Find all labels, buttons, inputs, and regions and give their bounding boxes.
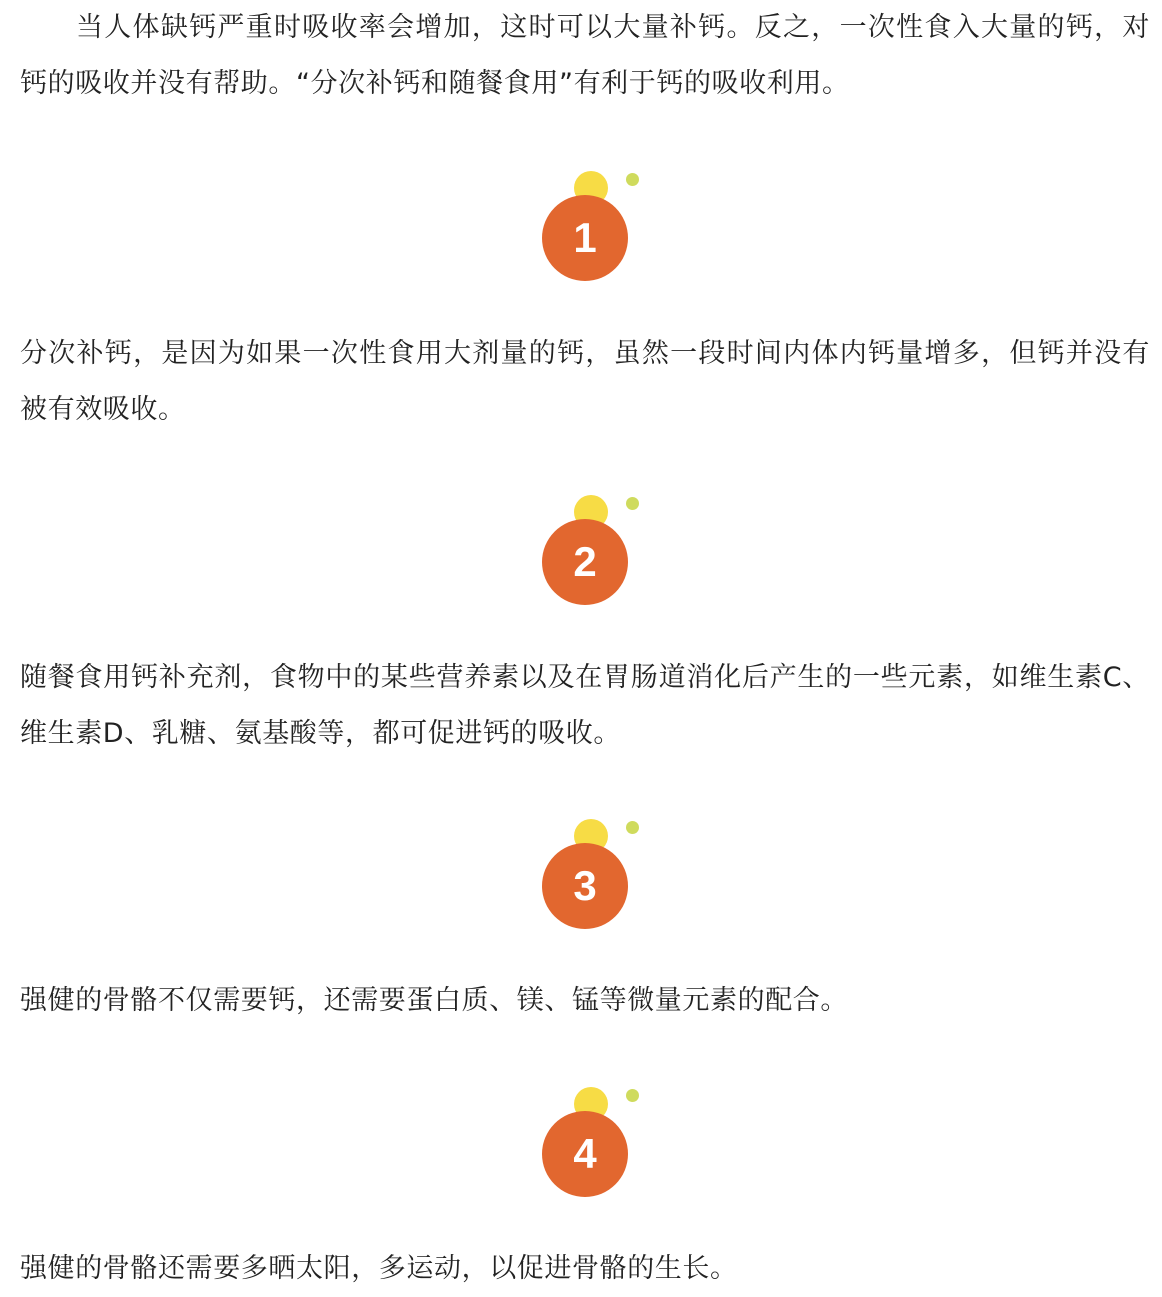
point-badge-4 (500, 1087, 660, 1207)
point-paragraph-4: 强健的骨骼还需要多晒太阳，多运动，以促进骨骼的生长。 (20, 1253, 738, 1284)
point-badge-1 (500, 171, 660, 291)
intro-paragraph: 当人体缺钙严重时吸收率会增加，这时可以大量补钙。反之，一次性食入大量的钙，对钙的吸收并没有帮助。“分次补钙和随餐食用”有利于钙的吸收利用。 (20, 12, 1150, 99)
point-badge-3 (500, 819, 660, 939)
point-number-4: 4 (542, 1111, 628, 1197)
point-paragraph-2: 随餐食用钙补充剂，食物中的某些营养素以及在胃肠道消化后产生的一些元素，如维生素C、维生素D、乳糖、氨基酸等，都可促进钙的吸收。 (20, 662, 1150, 749)
point-paragraph-1: 分次补钙，是因为如果一次性食用大剂量的钙，虽然一段时间内体内钙量增多，但钙并没有被有效吸收。 (20, 338, 1150, 425)
decor-dot-small-icon (626, 821, 639, 834)
point-badge-2 (500, 495, 660, 615)
decor-dot-small-icon (626, 1089, 639, 1102)
point-number-1: 1 (542, 195, 628, 281)
point-number-3: 3 (542, 843, 628, 929)
decor-dot-small-icon (626, 173, 639, 186)
decor-dot-small-icon (626, 497, 639, 510)
point-number-2: 2 (542, 519, 628, 605)
point-paragraph-3: 强健的骨骼不仅需要钙，还需要蛋白质、镁、锰等微量元素的配合。 (20, 985, 848, 1016)
